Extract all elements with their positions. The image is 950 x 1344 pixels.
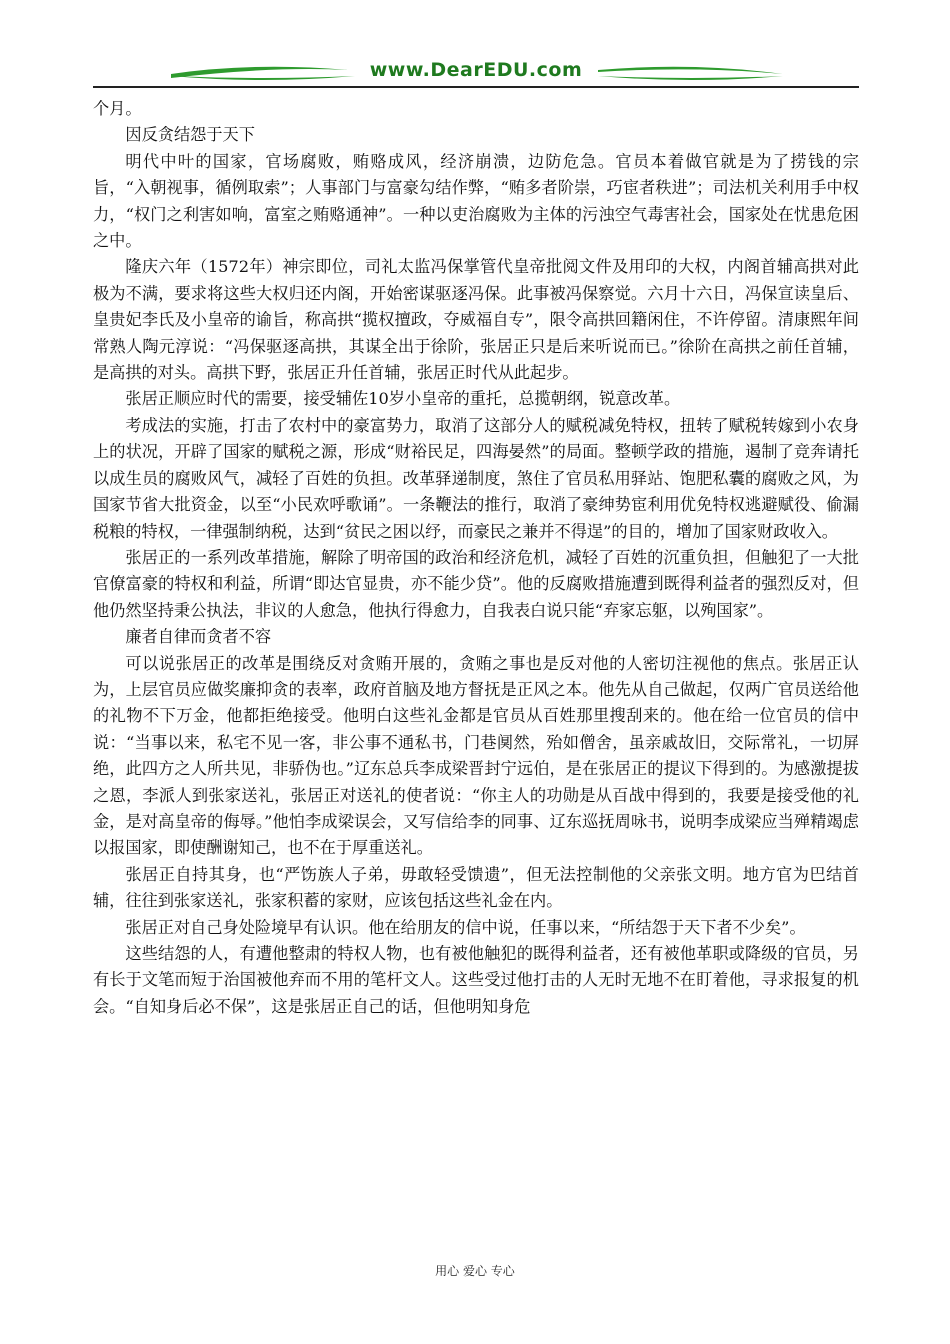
paragraph-4: 考成法的实施，打击了农村中的豪富势力，取消了这部分人的赋税减免特权，扭转了赋税转嫁到小农身上的状况，开辟了国家的赋税之源，形成“财裕民足，四海晏然”的局面。整顿学政的措施，遏制了竞奔请托以成生员的腐败风气，减轻了百姓的负担。改革驿递制度，煞住了官员私用驿站、饱肥私囊的腐败之风，为国家节省大批资金，以至“小民欢呼歌诵”。一条鞭法的推行，取消了豪绅势宦利用优免特权逃避赋役、偷漏税粮的特权，一律强制纳税，达到“贫民之困以纾，而豪民之兼并不得逞”的目的，增加了国家财政收入。: [93, 415, 859, 541]
paragraph-3: 张居正顺应时代的需要，接受辅佐10岁小皇帝的重托，总揽朝纲，锐意改革。: [125, 389, 681, 409]
paragraph-2: 隆庆六年（1572年）神宗即位，司礼太监冯保掌管代皇帝批阅文件及用印的大权，内阁首辅高拱对此极为不满，要求将这些大权归还内阁，开始密谋驱逐冯保。此事被冯保察觉。六月十六日，冯保宣读皇后、皇贵妃李氏及小皇帝的谕旨，称高拱“揽权擅政，夺威福自专”，限令高拱回籍闲住，不许停留。清康熙年间常熟人陶元淳说：“冯保驱逐高拱，其谋全出于徐阶，张居正只是后来听说而已。”徐阶在高拱之前任首辅，是高拱的对头。高拱下野，张居正升任首辅，张居正时代从此起步。: [93, 257, 859, 383]
paragraph-1: 明代中叶的国家，官场腐败，贿赂成风，经济崩溃，边防危急。官员本着做官就是为了捞钱的宗旨，“入朝视事，循例取索”；人事部门与富豪勾结作弊，“贿多者阶崇，巧宦者秩进”；司法机关利用手中权力，“权门之利害如响，富室之贿赂通神”。一种以吏治腐败为主体的污浊空气毒害社会，国家处在忧患危困之中。: [93, 151, 859, 251]
site-logo-text[interactable]: www.DearEDU.com: [369, 59, 583, 81]
page-header: [93, 56, 859, 90]
page-footer: 用心 爱心 专心: [435, 1264, 515, 1278]
paragraph-5: 张居正的一系列改革措施，解除了明帝国的政治和经济危机，减轻了百姓的沉重负担，但触犯了一大批官僚富豪的特权和利益，所谓“即达官显贵，亦不能少贷”。他的反腐败措施遭到既得利益者的强烈反对，但他仍然坚持秉公执法，非议的人愈急，他执行得愈力，自我表白说只能“弃家忘躯，以殉国家”。: [93, 547, 859, 620]
paragraph-continuation: 个月。: [93, 99, 142, 118]
paragraph-8: 张居正对自己身处险境早有认识。他在给朋友的信中说，任事以来，“所结怨于天下者不少矣”。: [125, 917, 806, 937]
header-divider: [93, 86, 859, 88]
section-heading-2: 廉者自律而贪者不容: [125, 627, 272, 647]
paragraph-9: 这些结怨的人，有遭他整肃的特权人物，也有被他触犯的既得利益者，还有被他革职或降级的官员，另有长于文笔而短于治国被他弃而不用的笔杆文人。这些受过他打击的人无时无地不在盯着他，寻求报复的机会。“自知身后必不保”，这是张居正自己的话，但他明知身危: [93, 944, 859, 1016]
paragraph-7: 张居正自持其身，也“严饬族人子弟，毋敢轻受馈遗”，但无法控制他的父亲张文明。地方官为巴结首辅，往往到张家送礼，张家积蓄的家财，应该包括这些礼金在内。: [93, 864, 859, 911]
paragraph-6: 可以说张居正的改革是围绕反对贪贿开展的，贪贿之事也是反对他的人密切注视他的焦点。张居正认为，上层官员应做奖廉抑贪的表率，政府首脑及地方督抚是正风之本。他先从自己做起，仅两广官员送给他的礼物不下万金，他都拒绝接受。他明白这些礼金都是官员从百姓那里搜刮来的。他在给一位官员的信中说：“当事以来，私宅不见一客，非公事不通私书，门巷阒然，殆如僧舍，虽亲戚故旧，交际常礼，一切屏绝，此四方之人所共见，非骄伪也。”辽东总兵李成梁晋封宁远伯，是在张居正的提议下得到的。为感激提拔之恩，李派人到张家送礼，张居正对送礼的使者说：“你主人的功勋是从百战中得到的，我要是接受他的礼金，是对高皇帝的侮辱。”他怕李成梁误会，又写信给李的同事、辽东巡抚周咏书，说明李成梁应当殚精竭虑以报国家，即使酬谢知己，也不在于厚重送礼。: [93, 653, 859, 858]
article-body: [93, 96, 859, 1020]
section-heading-1: 因反贪结怨于天下: [125, 125, 255, 145]
